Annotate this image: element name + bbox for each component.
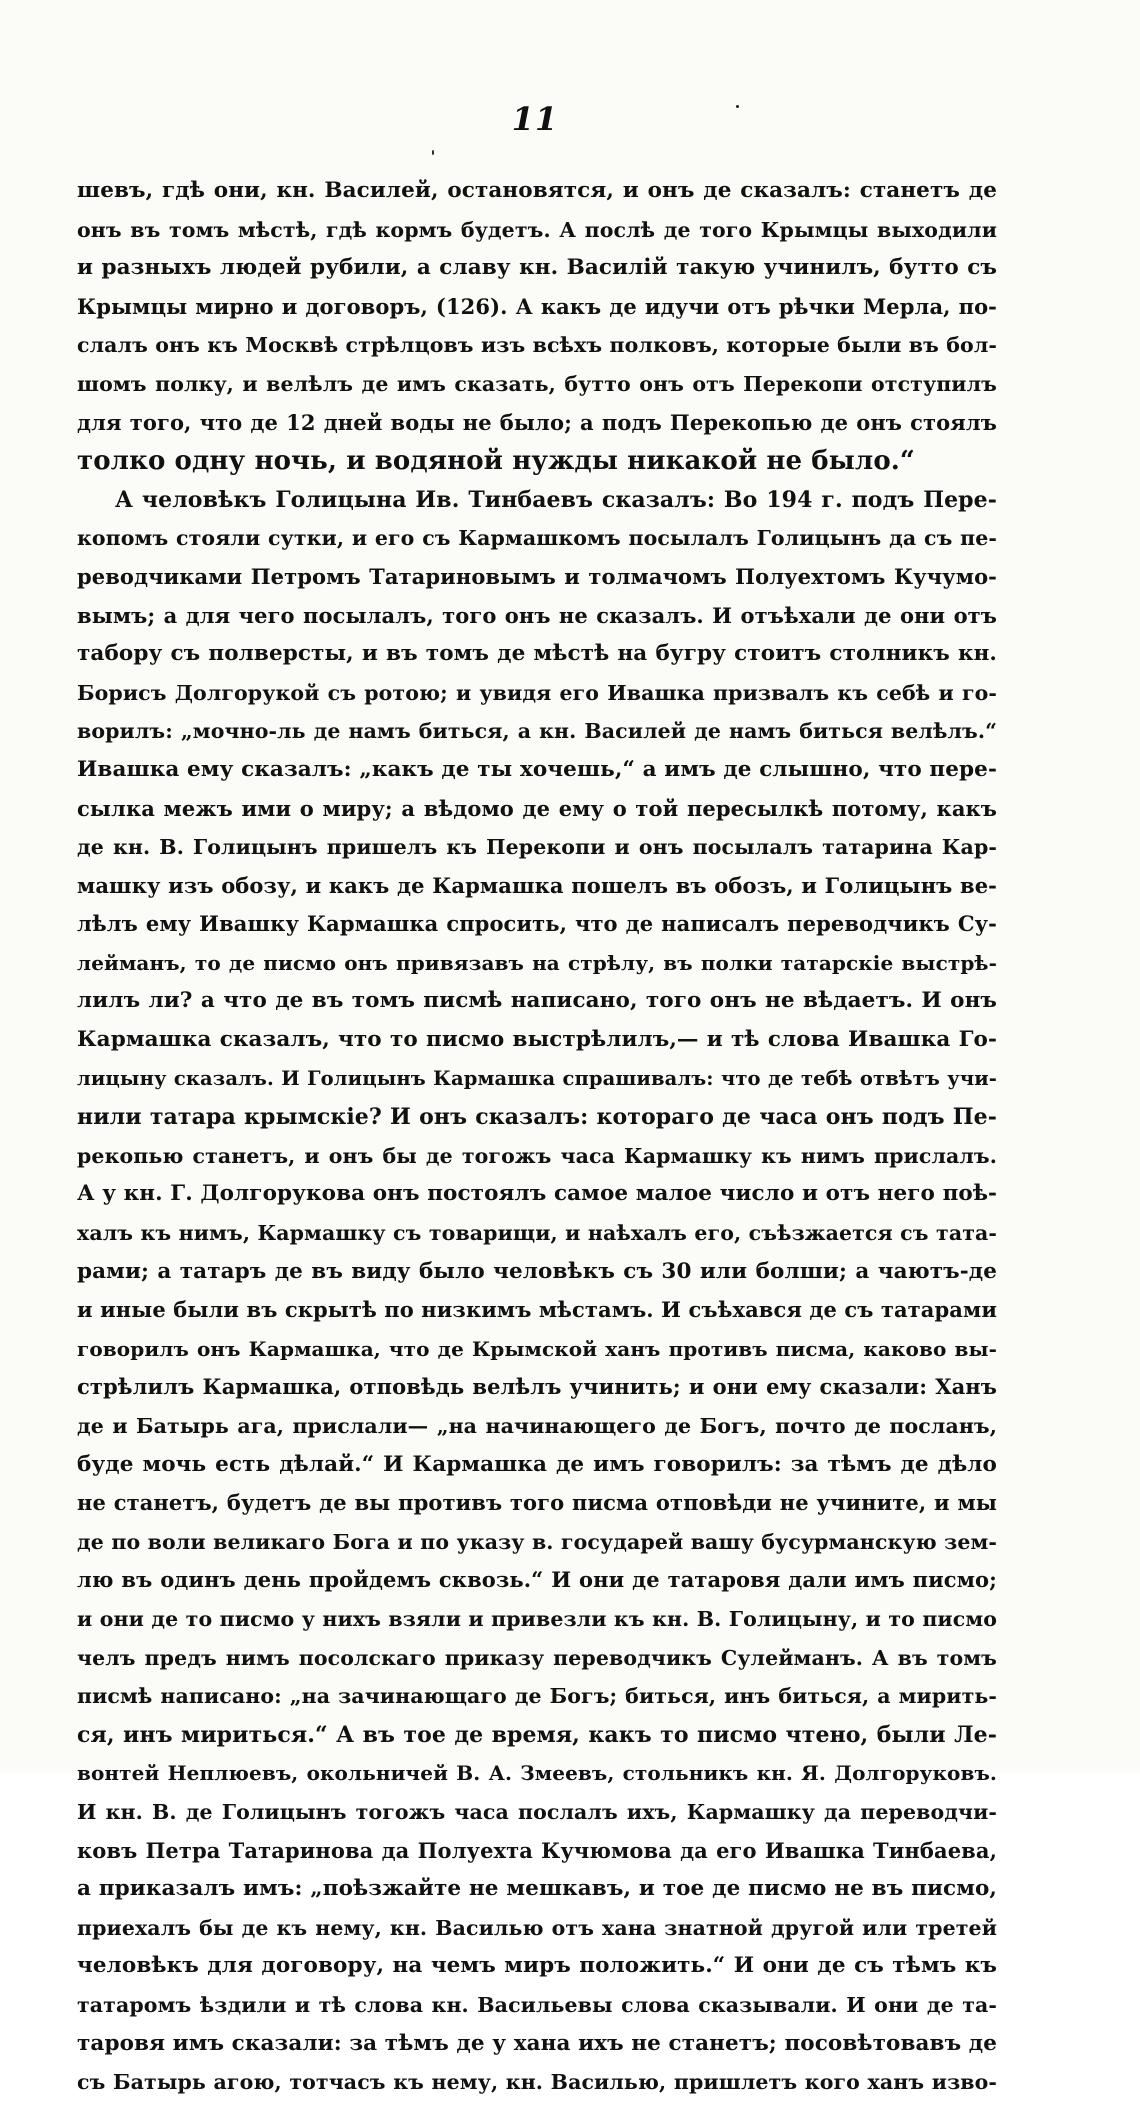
text-line: де по воли великаго Бога и по указу в. государей вашу бусурманскую зем- — [77, 1529, 997, 1554]
text-line: шомъ полку, и велѣлъ де имъ сказать, бутто онъ отъ Перекопи отступилъ — [77, 371, 997, 396]
text-line: онъ въ томъ мѣстѣ, гдѣ кормъ будетъ. А послѣ де того Крымцы выходили — [77, 217, 997, 242]
text-line: челъ предъ нимъ посолскаго приказу переводчикъ Сулейманъ. А въ томъ — [77, 1645, 997, 1670]
text-line: не станетъ, будетъ де вы противъ того писма отповѣди не учините, и мы — [77, 1490, 997, 1516]
text-line: Крымцы мирно и договоръ, (126). А какъ де идучи отъ рѣчки Мерла, по- — [77, 293, 997, 319]
text-line: вонтей Неплюевъ, окольничей В. А. Змеевъ, стольникъ кн. Я. Долгоруковъ. — [77, 1761, 997, 1786]
text-line: таровя имъ сказали: за тѣмъ де у хана ихъ не станетъ; посовѣтовавъ де — [77, 2030, 997, 2056]
text-line: табору съ полверсты, и въ томъ де мѣстѣ на бугру стоитъ столникъ кн. — [77, 641, 997, 667]
text-line: копомъ стояли сутки, и его съ Кармашкомъ посылалъ Голицынъ да съ пе- — [77, 526, 997, 551]
text-line: слалъ онъ къ Москвѣ стрѣлцовъ изъ всѣхъ полковъ, которые были въ бол- — [77, 333, 997, 358]
text-line: де и Батырь ага, прислали— „на начинающего де Богъ, почто де посланъ, — [77, 1414, 997, 1438]
text-line: стрѣлилъ Кармашка, отповѣдь велѣлъ учинить; и они ему сказали: Ханъ — [77, 1374, 997, 1400]
text-line: для того, что де 12 дней воды не было; а подъ Перекопью де онъ стоялъ — [77, 409, 997, 435]
text-line: ся, инъ мириться.“ А въ тое де время, какъ то писмо чтено, были Ле- — [77, 1721, 997, 1748]
text-line: писмѣ написано: „на зачинающаго де Богъ; биться, инъ биться, а мирить- — [77, 1684, 997, 1709]
text-line: приехалъ бы де къ нему, кн. Василью отъ хана знатной другой или третей — [77, 1915, 997, 1940]
text-line: а приказалъ имъ: „поѣзжайте не мешкавъ, и тое де писмо не въ писмо, — [77, 1876, 997, 1902]
text-line: А у кн. Г. Долгорукова онъ постоялъ самое малое число и отъ него поѣ- — [77, 1181, 998, 1207]
text-line: сылка межъ ими о миру; а вѣдомо де ему о той пересылкѣ потому, какъ — [77, 795, 997, 821]
text-line: машку изъ обозу, и какъ де Кармашка пошелъ въ обозъ, и Голицынъ ве- — [77, 872, 997, 898]
page-number: 11 — [511, 100, 559, 138]
text-line: ворилъ: „мочно-ль де намъ биться, а кн. Василей де намъ биться велѣлъ.“ — [77, 719, 997, 744]
text-line: реводчиками Петромъ Татариновымъ и толмачомъ Полуехтомъ Кучумо- — [77, 563, 997, 589]
text-line: толко одну ночь, и водяной нужды никакой не было.“ — [77, 446, 915, 477]
scan-corner-mark — [1101, 0, 1140, 39]
text-line: И кн. В. де Голицынъ тогожъ часа послалъ ихъ, Кармашку да переводчи- — [77, 1799, 997, 1824]
text-line: нили татара крымскіе? И онъ сказалъ: котораго де часа онъ подъ Пе- — [77, 1104, 997, 1131]
text-line: лилъ ли? а что де въ томъ писмѣ написано, того онъ не вѣдаетъ. И онъ — [77, 988, 997, 1014]
text-line: лейманъ, то де писмо онъ привязавъ на стрѣлу, въ полки татарскіе выстрѣ- — [77, 950, 997, 975]
text-line: вымъ; а для чего посылалъ, того онъ не сказалъ. И отъѣхали де они отъ — [77, 602, 997, 628]
text-line: рами; а татаръ де въ виду было человѣкъ съ 30 или болши; а чаютъ-де — [77, 1258, 997, 1284]
text-line: съ Батырь агою, тотчасъ къ нему, кн. Василью, пришлетъ кого ханъ изво- — [77, 2070, 997, 2095]
text-line: лю въ одинъ день пройдемъ сквозь.“ И они де татаровя дали имъ писмо; — [77, 1567, 997, 1593]
text-line: и они де то писмо у нихъ взяли и привезли къ кн. В. Голицыну, и то писмо — [77, 1606, 997, 1631]
text-line: шевъ, гдѣ они, кн. Василей, остановятся, и онъ де сказалъ: станетъ де — [77, 178, 997, 203]
text-line: Ивашка ему сказалъ: „какъ де ты хочешь,“ а имъ де слышно, что пере- — [77, 756, 997, 782]
text-line: Борисъ Долгорукой съ ротою; и увидя его Ивашка призвалъ къ себѣ и го- — [77, 680, 997, 705]
text-line: халъ къ нимъ, Кармашку съ товарищи, и наѣхалъ его, съѣзжается съ тата- — [77, 1221, 997, 1246]
text-line: буде мочь есть дѣлай.“ И Кармашка де имъ говорилъ: за тѣмъ де дѣло — [77, 1451, 997, 1477]
text-line: лицыну сказалъ. И Голицынъ Кармашка спрашивалъ: что де тебѣ отвѣтъ учи- — [77, 1066, 997, 1090]
text-line: говорилъ онъ Кармашка, что де Крымской ханъ противъ писма, каково вы- — [77, 1336, 997, 1361]
text-line: лѣлъ ему Ивашку Кармашка спросить, что де написалъ переводчикъ Су- — [77, 911, 997, 937]
text-line: и иные были въ скрытѣ по низкимъ мѣстамъ. И съѣхався де съ татарами — [77, 1297, 997, 1323]
text-line: ковъ Петра Татаринова да Полуехта Кучюмова да его Ивашка Тинбаева, — [77, 1837, 997, 1863]
text-line: Кармашка сказалъ, что то писмо выстрѣлилъ,— и тѣ слова Ивашка Го- — [77, 1027, 997, 1053]
text-line: татаромъ ѣздили и тѣ слова кн. Васильевы слова сказывали. И они де та- — [77, 1992, 997, 2017]
scan-speck — [432, 150, 434, 155]
text-line: де кн. В. Голицынъ пришелъ къ Перекопи и онъ посылалъ татарина Кар- — [77, 835, 997, 860]
text-line: рекопью станетъ, и онъ бы де тогожъ часа Кармашку къ нимъ прислалъ. — [77, 1143, 997, 1168]
text-line: и разныхъ людей рубили, а славу кн. Василій такую учинилъ, бутто съ — [77, 255, 997, 281]
text-line: человѣкъ для договору, на чемъ миръ положить.“ И они де съ тѣмъ къ — [77, 1953, 997, 1979]
body-text — [77, 172, 997, 2102]
text-line: А человѣкъ Голицына Ив. Тинбаевъ сказалъ: Во 194 г. подъ Пере- — [115, 486, 997, 513]
